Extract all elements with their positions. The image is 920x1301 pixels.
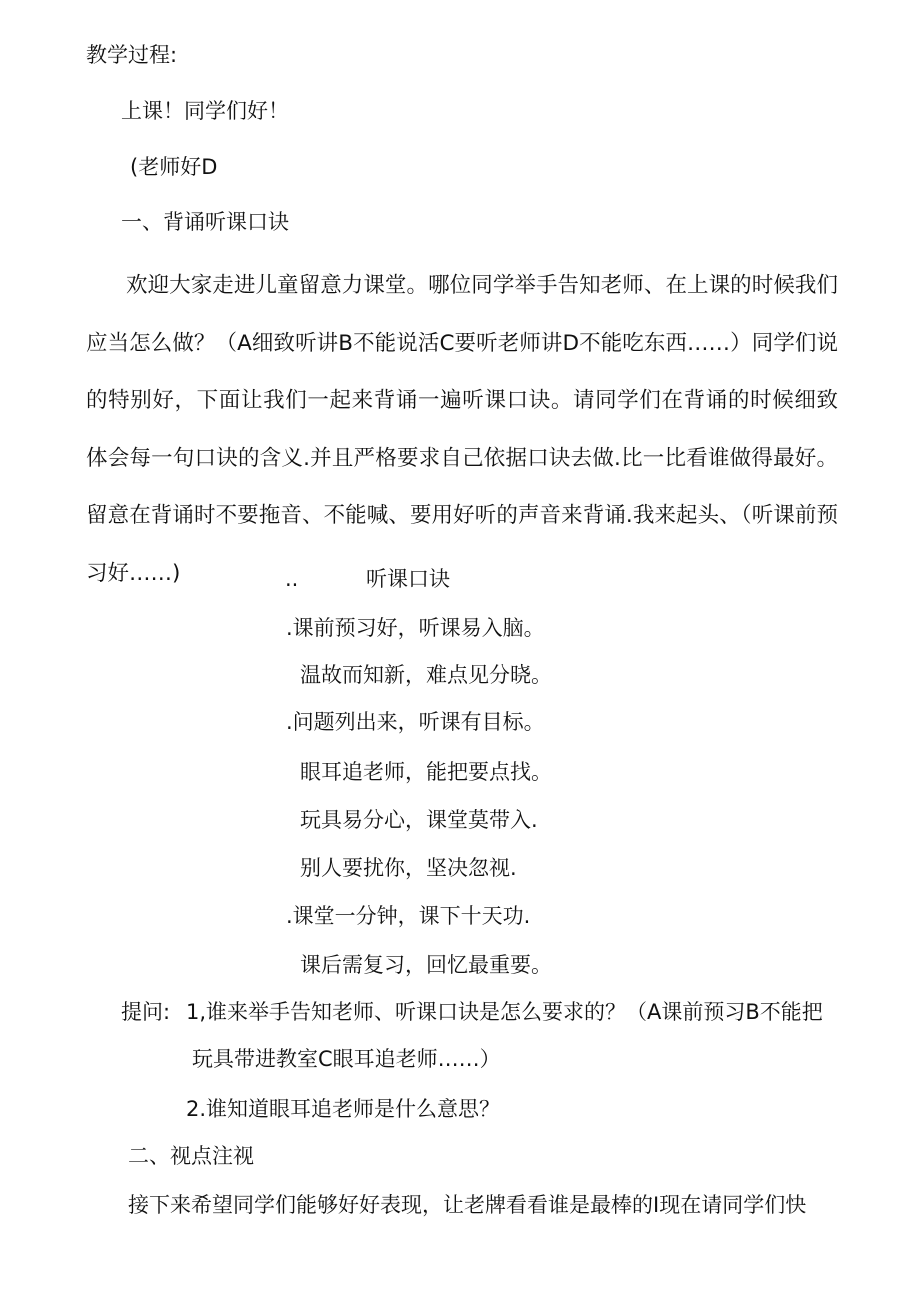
- greeting-line: 上课！同学们好！: [121, 99, 289, 123]
- question-label: 提问:: [121, 1000, 171, 1024]
- section-1-paragraph: 欢迎大家走进儿童留意力课堂。哪位同学举手告知老师、在上课的时候我们应当怎么做？（A细致听讲B不能说活C要听老师讲D不能吃东西……）同学们说的特别好，下面让我们一起来背诵一遍听课口诀。请同学们在背诵的时候细致体会每一句口诀的含义.并且严格要求自己依据口诀去做.比一比看谁做得最好。留意在背诵时不要拖音、不能喊、要用好听的声音来背诵.我来起头、（听课前预习好……): [86, 273, 838, 586]
- question-2: 2.谁知道眼耳追老师是什么意思？: [186, 1097, 501, 1121]
- poem-line: 眼耳追老师，能把要点找。: [300, 760, 552, 784]
- poem-line: .问题列出来，听课有目标。: [286, 710, 545, 734]
- poem-title: 听课口诀: [366, 567, 450, 591]
- response-line: (老师好D: [130, 155, 218, 179]
- heading-teaching-process: 教学过程:: [86, 43, 178, 67]
- section-1-title: 一、背诵听课口诀: [121, 210, 289, 234]
- poem-line: 别人要扰你，坚决忽视.: [300, 856, 517, 880]
- poem-line: .课堂一分钟，课下十天功.: [286, 904, 531, 928]
- poem-line: .课前预习好，听课易入脑。: [286, 616, 545, 640]
- section-2-paragraph-start: 接下来希望同学们能够好好表现，让老牌看看谁是最棒的I现在请同学们快: [128, 1193, 807, 1217]
- poem-line: 玩具易分心，课堂莫带入.: [300, 808, 538, 832]
- poem-title-mark: ..: [285, 567, 299, 591]
- question-1-line-2: 玩具带进教室C眼耳追老师……）: [192, 1047, 501, 1071]
- question-1-line-1: 1,谁来举手告知老师、听课口诀是怎么要求的？（A课前预习B不能把: [186, 1000, 823, 1024]
- poem-line: 课后需复习，回忆最重要。: [300, 953, 552, 977]
- section-2-title: 二、视点注视: [128, 1144, 254, 1168]
- poem-line: 温故而知新，难点见分晓。: [300, 663, 552, 687]
